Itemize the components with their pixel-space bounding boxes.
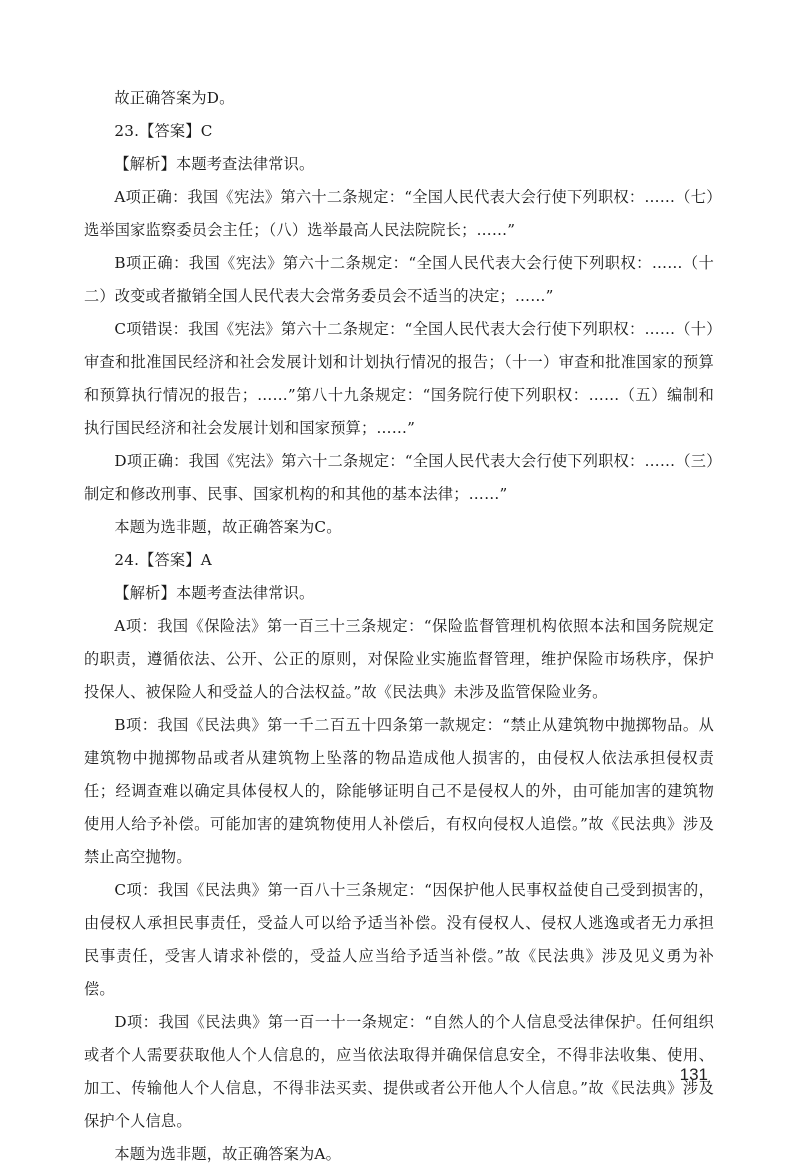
- paragraph-conclusion-22: 故正确答案为D。: [114, 89, 235, 107]
- analysis-heading-23: 【解析】本题考查法律常识。: [114, 155, 315, 173]
- page-body: [84, 82, 714, 1171]
- paragraph-conclusion-23: 本题为选非题，故正确答案为C。: [114, 518, 342, 536]
- analysis-heading-24: 【解析】本题考查法律常识。: [114, 584, 315, 602]
- paragraph-24-option-a: A项：我国《保险法》第一百三十三条规定：“保险监督管理机构依照本法和国务院规定的职责，遵循依法、公开、公正的原则，对保险业实施监督管理，维护保险市场秩序，保护投保人、被保险人和受益人的合法权益。”故《民法典》未涉及监管保险业务。: [84, 617, 714, 701]
- paragraph-24-option-c: C项：我国《民法典》第一百八十三条规定：“因保护他人民事权益使自己受到损害的，由侵权人承担民事责任，受益人可以给予适当补偿。没有侵权人、侵权人逃逸或者无力承担民事责任，受害人请求补偿的，受益人应当给予适当补偿。”故《民法典》涉及见义勇为补偿。: [84, 881, 714, 998]
- paragraph-23-option-c: C项错误：我国《宪法》第六十二条规定：“全国人民代表大会行使下列职权：……（十）审查和批准国民经济和社会发展计划和计划执行情况的报告；（十一）审查和批准国家的预算和预算执行情况的报告；……”第八十九条规定：“国务院行使下列职权：……（五）编制和执行国民经济和社会发展计划和国家预算；……”: [84, 320, 714, 437]
- paragraph-conclusion-24: 本题为选非题，故正确答案为A。: [114, 1145, 341, 1163]
- page-number: 131: [679, 1065, 708, 1084]
- answer-heading-23: 23.【答案】C: [114, 122, 213, 140]
- paragraph-23-option-d: D项正确：我国《宪法》第六十二条规定：“全国人民代表大会行使下列职权：……（三）制定和修改刑事、民事、国家机构的和其他的基本法律；……”: [84, 452, 714, 503]
- paragraph-24-option-d: D项：我国《民法典》第一百一十一条规定：“自然人的个人信息受法律保护。任何组织或者个人需要获取他人个人信息的，应当依法取得并确保信息安全，不得非法收集、使用、加工、传输他人个人信息，不得非法买卖、提供或者公开他人个人信息。”故《民法典》涉及保护个人信息。: [84, 1013, 714, 1130]
- answer-heading-24: 24.【答案】A: [114, 551, 212, 569]
- paragraph-23-option-b: B项正确：我国《宪法》第六十二条规定：“全国人民代表大会行使下列职权：……（十二）改变或者撤销全国人民代表大会常务委员会不适当的决定；……”: [84, 254, 714, 305]
- paragraph-23-option-a: A项正确：我国《宪法》第六十二条规定：“全国人民代表大会行使下列职权：……（七）选举国家监察委员会主任；（八）选举最高人民法院院长；……”: [84, 188, 714, 239]
- paragraph-24-option-b: B项：我国《民法典》第一千二百五十四条第一款规定：“禁止从建筑物中抛掷物品。从建筑物中抛掷物品或者从建筑物上坠落的物品造成他人损害的，由侵权人依法承担侵权责任；经调查难以确定具体侵权人的，除能够证明自己不是侵权人的外，由可能加害的建筑物使用人给予补偿。可能加害的建筑物使用人补偿后，有权向侵权人追偿。”故《民法典》涉及禁止高空抛物。: [84, 716, 714, 866]
